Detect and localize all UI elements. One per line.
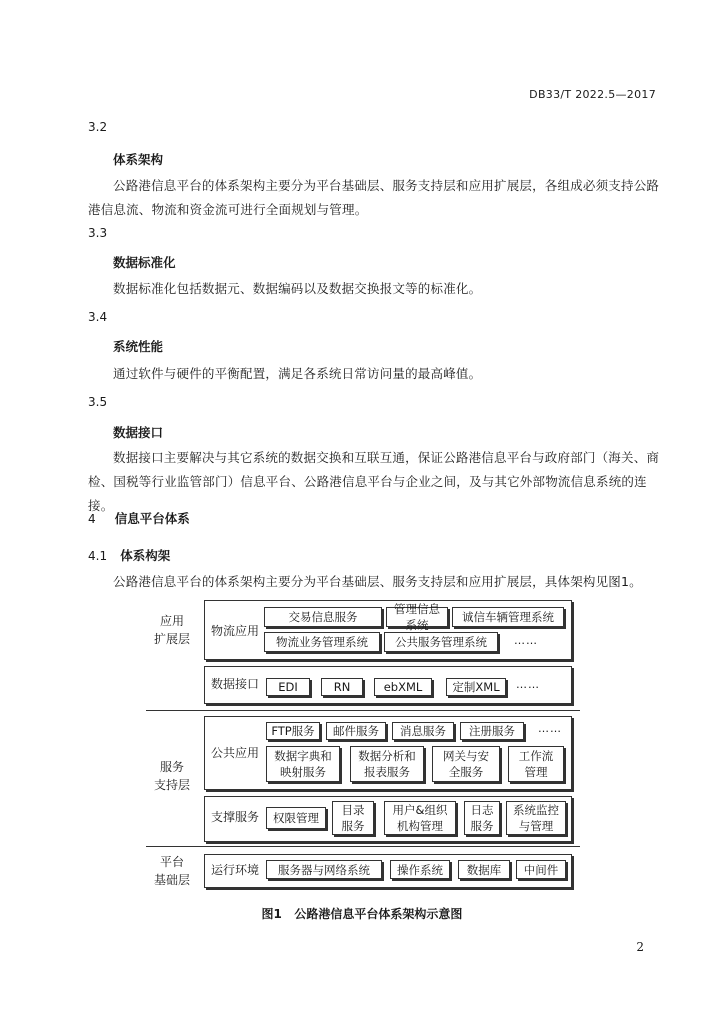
section-text: 公路港信息平台的体系架构主要分为平台基础层、服务支持层和应用扩展层，各组成必须支持公路港信息流、物流和资金流可进行全面规划与管理。 xyxy=(88,178,660,217)
public-app-item: 数据分析和 报表服务 xyxy=(350,746,424,782)
logistics-apps-label: 物流应用 xyxy=(210,624,259,638)
runtime-environment-label: 运行环境 xyxy=(210,863,259,877)
runtime-item: 操作系统 xyxy=(390,860,450,879)
section-title: 系统性能 xyxy=(113,339,164,354)
public-app-item: 数据字典和 映射服务 xyxy=(266,746,340,782)
public-apps-label: 公共应用 xyxy=(210,746,259,760)
section-number: 3.4 xyxy=(88,310,108,324)
document-id: DB33/T 2022.5—2017 xyxy=(529,88,656,101)
support-service-item: 目录 服务 xyxy=(332,801,374,835)
runtime-item: 服务器与网络系统 xyxy=(266,860,382,879)
section-text: 数据标准化包括数据元、数据编码以及数据交换报文等的标准化。 xyxy=(113,281,482,296)
public-app-item: 邮件服务 xyxy=(326,722,386,740)
section-title: 体系架构 xyxy=(113,152,164,167)
logistics-app-item: 物流业务管理系统 xyxy=(264,632,380,652)
chapter-title: 信息平台体系 xyxy=(114,511,190,526)
interface-item: ebXML xyxy=(374,678,432,696)
page-number: 2 xyxy=(636,940,644,954)
runtime-item: 中间件 xyxy=(516,860,566,879)
support-service-item: 系统监控 与管理 xyxy=(506,801,566,835)
layer-divider xyxy=(146,846,580,847)
section-text: 通过软件与硬件的平衡配置，满足各系统日常访问量的最高峰值。 xyxy=(113,366,482,381)
section-title: 数据接口 xyxy=(113,425,164,440)
layer-divider xyxy=(146,710,580,711)
runtime-item: 数据库 xyxy=(458,860,510,879)
public-app-item: 消息服务 xyxy=(392,722,454,740)
logistics-app-item: 管理信息系统 xyxy=(386,607,448,627)
section-number: 3.5 xyxy=(88,395,108,409)
chapter-heading xyxy=(88,508,190,527)
support-service-item: 用户&组织 机构管理 xyxy=(384,801,456,835)
section-number: 3.3 xyxy=(88,226,108,240)
public-app-item: 工作流 管理 xyxy=(508,746,564,782)
support-service-item: 日志 服务 xyxy=(464,801,500,835)
logistics-app-item: 公共服务管理系统 xyxy=(384,632,498,652)
section-text: 数据接口主要解决与其它系统的数据交换和互联互通，保证公路港信息平台与政府部门（海关、商检、国税等行业监管部门）信息平台、公路港信息平台与企业之间，及与其它外部物流信息系统的连接。 xyxy=(88,450,660,513)
section-number: 3.2 xyxy=(88,120,108,134)
subsection-number: 4.1 xyxy=(88,549,108,563)
interface-item: EDI xyxy=(266,678,310,696)
interface-item: 定制XML xyxy=(446,678,506,696)
section-title: 数据标准化 xyxy=(113,255,176,270)
support-services-label: 支撑服务 xyxy=(210,810,259,824)
subsection-heading xyxy=(88,545,170,564)
ellipsis: …… xyxy=(538,722,562,735)
chapter-number: 4 xyxy=(88,512,96,526)
layer-label-service: 服务 支持层 xyxy=(153,760,190,792)
interface-item: RN xyxy=(321,678,363,696)
figure-caption: 图1 公路港信息平台体系架构示意图 xyxy=(261,907,463,921)
public-app-item: 网关与安 全服务 xyxy=(432,746,500,782)
layer-label-app: 应用 扩展层 xyxy=(153,614,190,646)
public-app-item: 注册服务 xyxy=(460,722,524,740)
logistics-app-item: 交易信息服务 xyxy=(264,607,382,627)
subsection-title: 体系构架 xyxy=(120,548,171,563)
logistics-app-item: 诚信车辆管理系统 xyxy=(452,607,564,627)
support-service-item: 权限管理 xyxy=(266,807,326,829)
ellipsis: …… xyxy=(514,634,538,647)
layer-label-base: 平台 基础层 xyxy=(153,855,190,887)
public-app-item: FTP服务 xyxy=(266,722,320,740)
ellipsis: …… xyxy=(516,678,540,691)
subsection-text: 公路港信息平台的体系架构主要分为平台基础层、服务支持层和应用扩展层，具体架构见图1。 xyxy=(113,574,642,589)
data-interface-label: 数据接口 xyxy=(210,677,259,691)
